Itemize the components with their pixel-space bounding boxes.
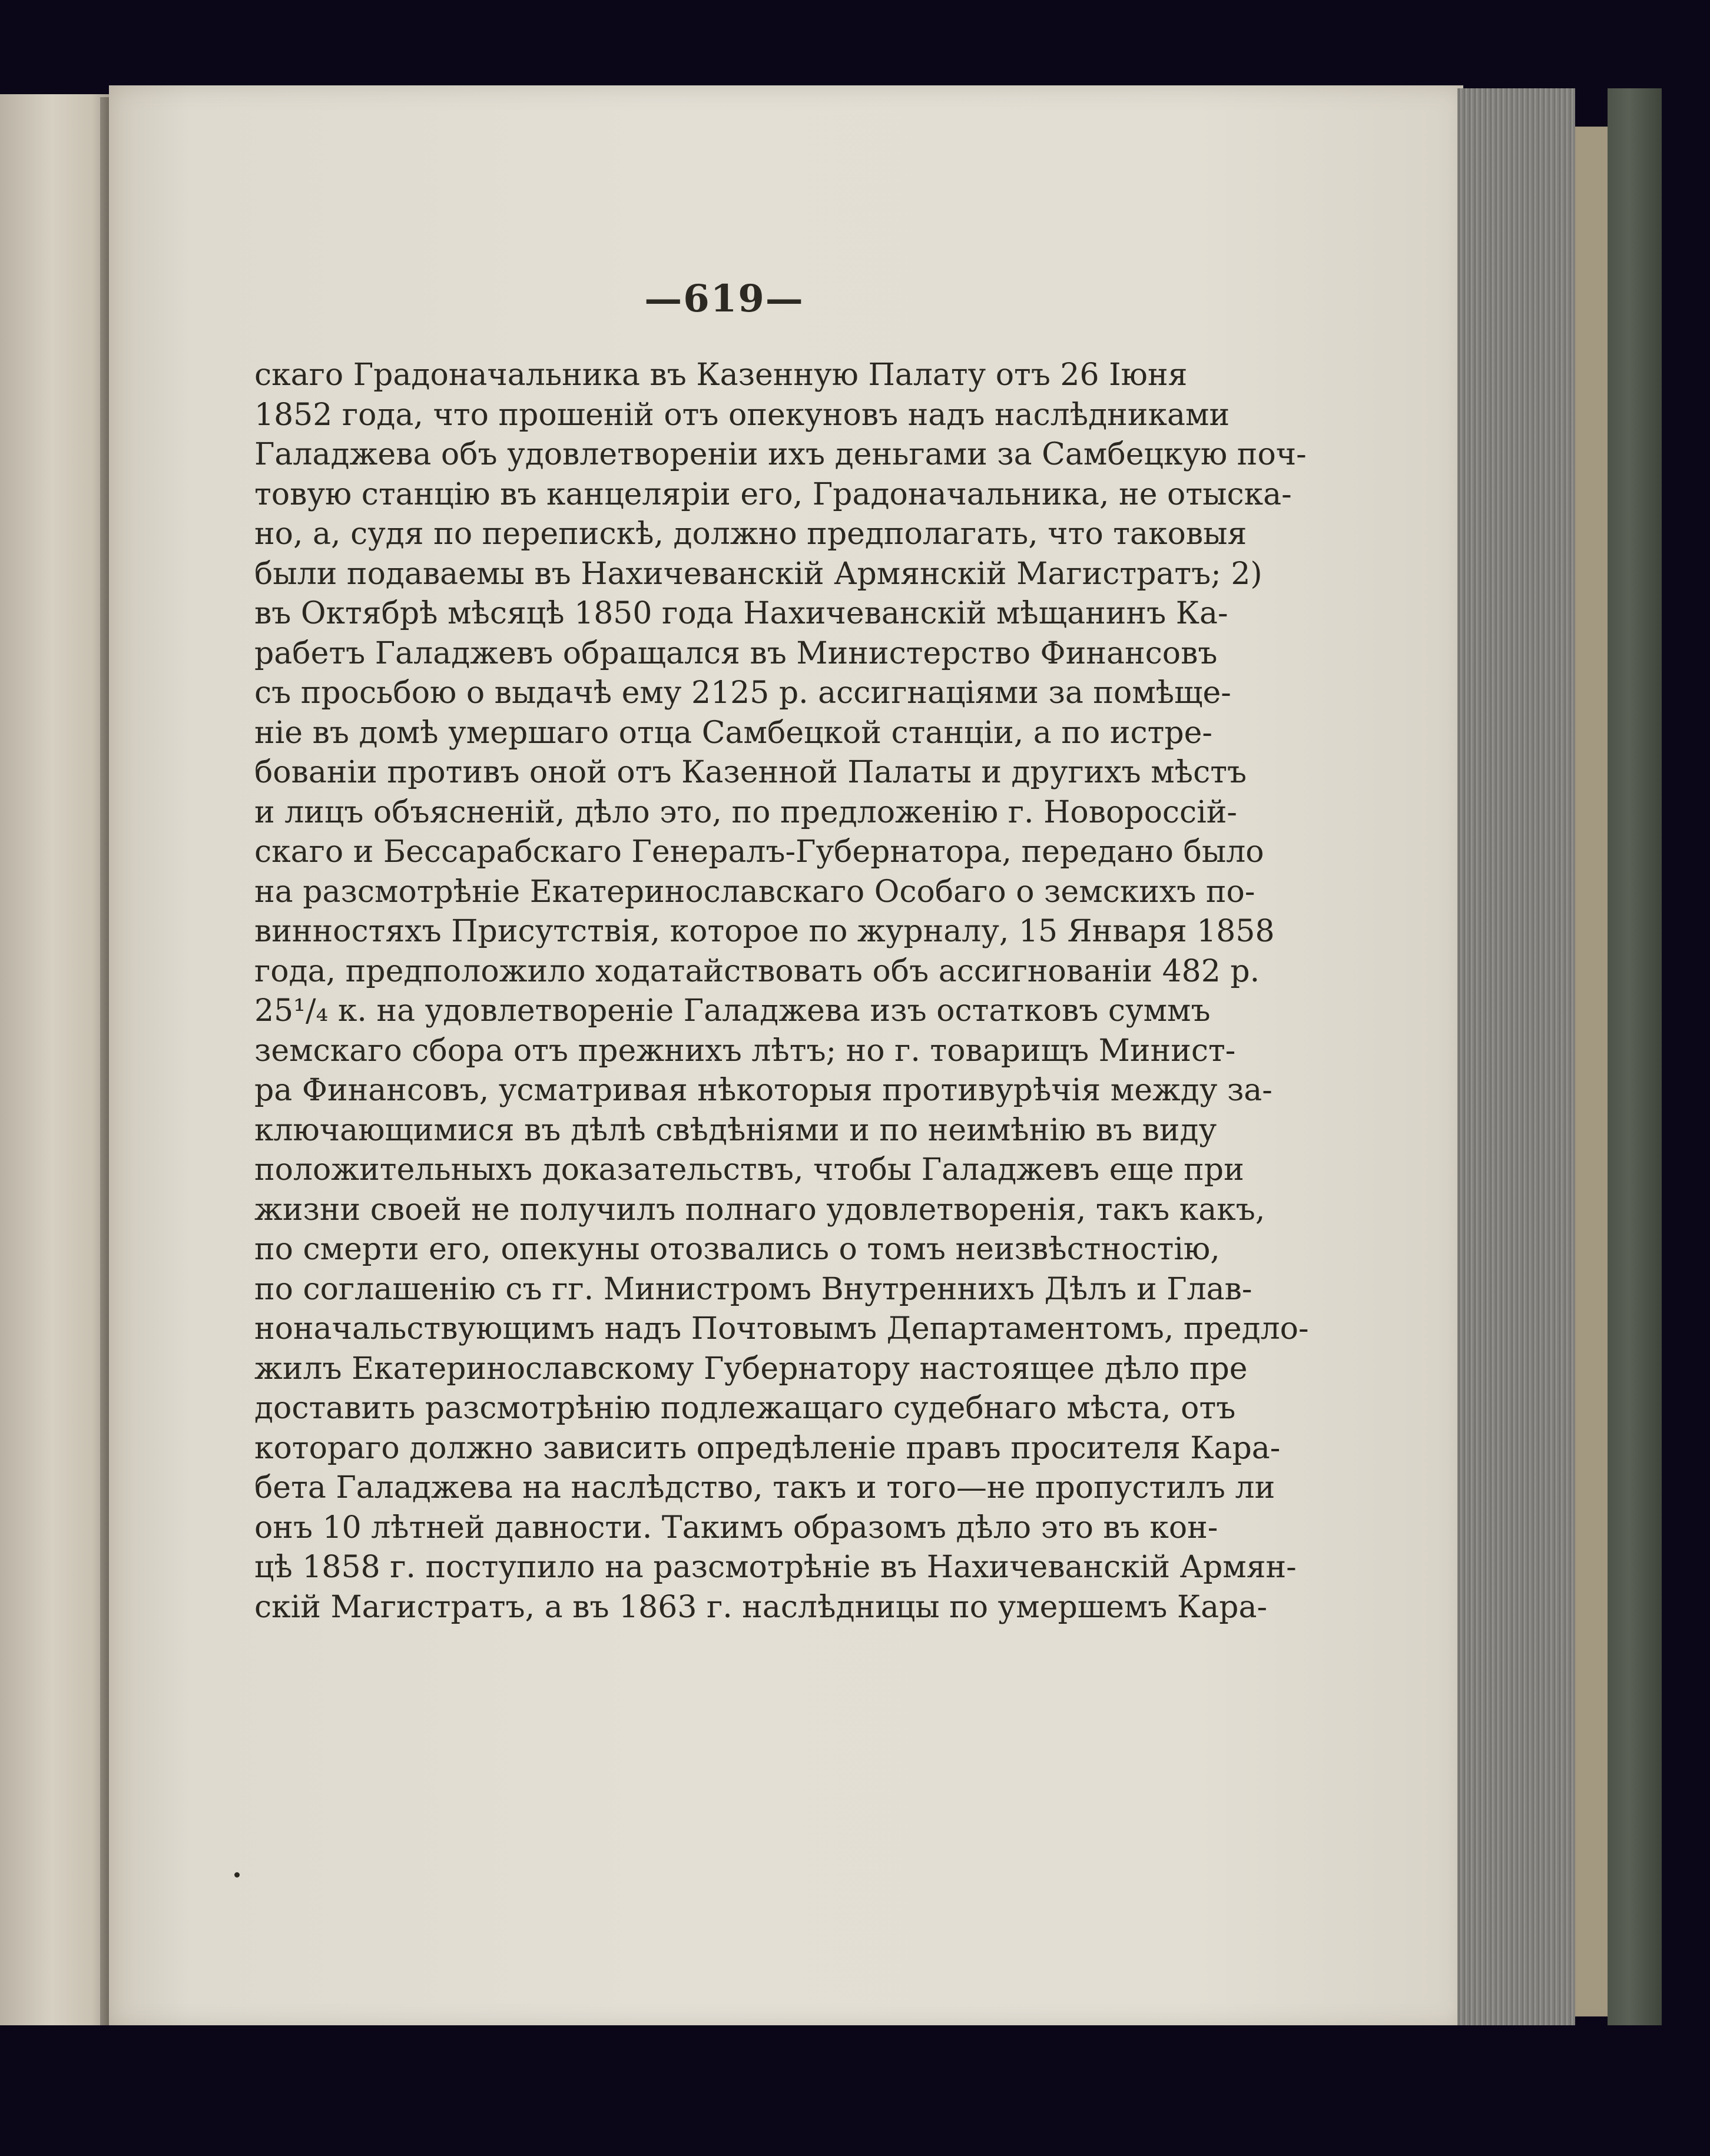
text-line: котораго должно зависить опредѣленіе правъ просителя Кара- (254, 1430, 1281, 1466)
text-line: онъ 10 лѣтней давности. Такимъ образомъ дѣло это въ кон- (254, 1510, 1218, 1545)
text-line: скаго и Бессарабскаго Генералъ-Губернатора, передано было (254, 834, 1264, 870)
text-line: были подаваемы въ Нахичеванскій Армянскій Магистратъ; 2) (254, 556, 1262, 592)
scan-background-bottom (0, 2025, 1710, 2156)
text-line: скаго Градоначальника въ Казенную Палату отъ 26 Іюня (254, 357, 1188, 393)
text-line: земскаго сбора отъ прежнихъ лѣтъ; но г. товарищъ Минист- (254, 1033, 1236, 1069)
page-number: —619— (644, 277, 804, 321)
text-line: 25¹/₄ к. на удовлетвореніе Галаджева изъ остатковъ суммъ (254, 993, 1211, 1029)
text-line: на разсмотрѣніе Екатеринославскаго Особаго о земскихъ по- (254, 874, 1255, 910)
text-line: положительныхъ доказательствъ, чтобы Галаджевъ еще при (254, 1152, 1244, 1188)
text-line: бета Галаджева на наслѣдство, такъ и того—не пропустилъ ли (254, 1470, 1275, 1505)
text-line: года, предположило ходатайствовать объ ассигнованіи 482 р. (254, 953, 1260, 989)
text-line: жизни своей не получилъ полнаго удовлетворенія, такъ какъ, (254, 1192, 1265, 1228)
text-line: ра Финансовъ, усматривая нѣкоторыя противурѣчія между за- (254, 1073, 1272, 1108)
text-line: жилъ Екатеринославскому Губернатору настоящее дѣло пре (254, 1351, 1248, 1387)
page-block-edge (1457, 88, 1575, 2025)
previous-page-edge (0, 94, 115, 2034)
text-line: 1852 года, что прошеній отъ опекуновъ надъ наслѣдниками (254, 397, 1230, 433)
text-line: товую станцію въ канцеляріи его, Градоначальника, не отыска- (254, 476, 1292, 512)
text-line: въ Октябрѣ мѣсяцѣ 1850 года Нахичеванскій мѣщанинъ Ка- (254, 596, 1228, 631)
text-line: но, а, судя по перепискѣ, должно предполагать, что таковыя (254, 516, 1247, 552)
ink-speck (234, 1872, 240, 1878)
text-line: съ просьбою о выдачѣ ему 2125 р. ассигнаціями за помѣще- (254, 675, 1231, 711)
text-line: по соглашенію съ гг. Министромъ Внутреннихъ Дѣлъ и Глав- (254, 1271, 1252, 1307)
body-text (254, 356, 1309, 1627)
text-line: ніе въ домѣ умершаго отца Самбецкой станціи, а по истре- (254, 715, 1213, 751)
book-cover (1608, 88, 1662, 2025)
text-line: и лицъ объясненій, дѣло это, по предложенію г. Новороссій- (254, 794, 1238, 830)
text-line: цѣ 1858 г. поступило на разсмотрѣніе въ Нахичеванскій Армян- (254, 1550, 1297, 1585)
text-line: винностяхъ Присутствія, которое по журналу, 15 Января 1858 (254, 914, 1275, 949)
text-line: Галаджева объ удовлетвореніи ихъ деньгами за Самбецкую поч- (254, 437, 1307, 472)
text-line: ноначальствующимъ надъ Почтовымъ Департаментомъ, предло- (254, 1311, 1309, 1346)
scan-background-top (0, 0, 1710, 79)
text-line: рабетъ Галаджевъ обращался въ Министерство Финансовъ (254, 635, 1218, 671)
text-line: доставить разсмотрѣнію подлежащаго судебнаго мѣста, отъ (254, 1391, 1236, 1426)
text-line: ключающимися въ дѣлѣ свѣдѣніями и по неимѣнію въ виду (254, 1112, 1217, 1148)
text-line: бованіи противъ оной отъ Казенной Палаты и другихъ мѣстъ (254, 755, 1247, 790)
endpaper (1575, 127, 1608, 2016)
text-line: скій Магистратъ, а въ 1863 г. наслѣдницы по умершемъ Кара- (254, 1589, 1268, 1625)
text-line: по смерти его, опекуны отозвались о томъ неизвѣстностію, (254, 1232, 1220, 1267)
